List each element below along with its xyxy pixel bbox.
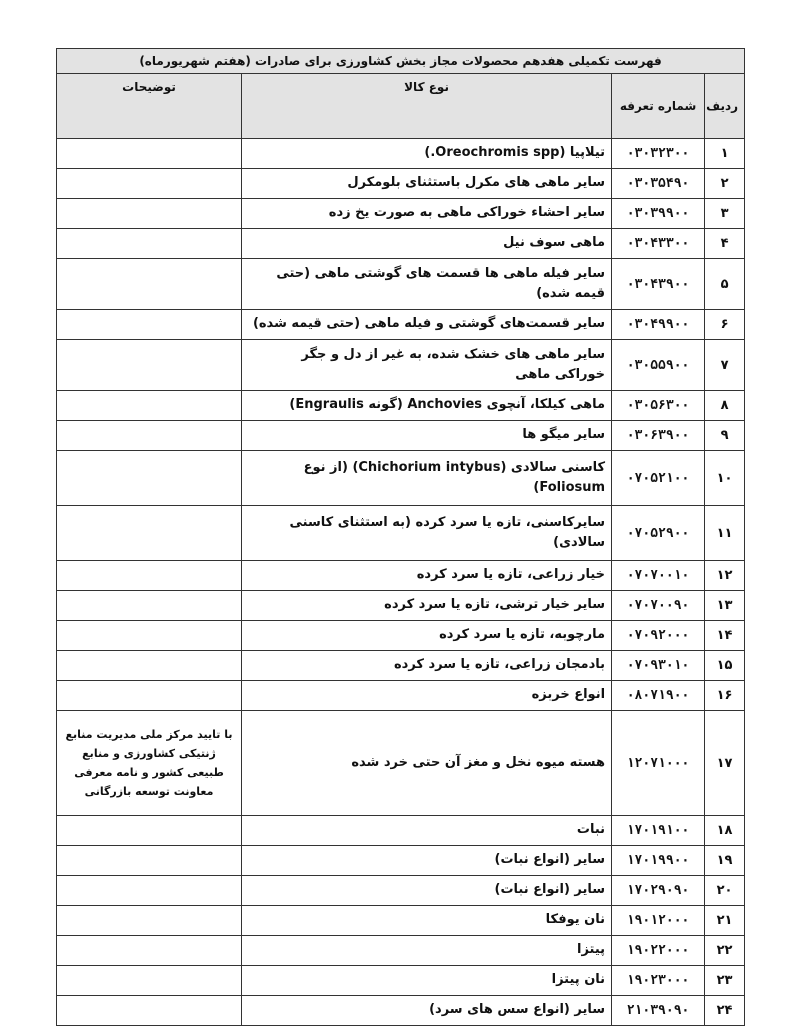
notes-cell: با تایید مرکز ملی مدیریت منابع ژنتیکی کشاورزی و منابع طبیعی کشور و نامه معرفی معاونت توسعه بازرگانی [57, 711, 242, 816]
table-row [57, 139, 745, 169]
row-number-cell: ۲۰ [705, 876, 745, 906]
goods-type-cell: کاسنی سالادی (Chichorium intybus) (از نوع Foliosum) [242, 451, 612, 506]
table-header-row [57, 74, 745, 139]
goods-type-cell: سایر (انواع سس های سرد) [242, 996, 612, 1026]
tariff-code-cell: ۱۷۰۲۹۰۹۰ [612, 876, 705, 906]
goods-type-cell: سایر ماهی های مکرل باستثنای بلومکرل [242, 169, 612, 199]
tariff-code-cell: ۰۳۰۴۳۳۰۰ [612, 229, 705, 259]
table-title: فهرست تکمیلی هفدهم محصولات مجاز بخش کشاورزی برای صادرات (هفتم شهریورماه) [57, 49, 745, 74]
notes-cell [57, 966, 242, 996]
row-number-cell: ۸ [705, 391, 745, 421]
header-tariff-code: شماره تعرفه [612, 74, 705, 139]
table-row [57, 621, 745, 651]
table-row [57, 310, 745, 340]
table-row [57, 966, 745, 996]
row-number-cell: ۱۹ [705, 846, 745, 876]
tariff-code-cell: ۱۹۰۲۲۰۰۰ [612, 936, 705, 966]
notes-cell [57, 199, 242, 229]
goods-type-cell: پیتزا [242, 936, 612, 966]
notes-cell [57, 591, 242, 621]
notes-cell [57, 936, 242, 966]
notes-cell [57, 506, 242, 561]
row-number-cell: ۱۳ [705, 591, 745, 621]
goods-type-cell: سایر فیله ماهی ها قسمت های گوشتی ماهی (حتی قیمه شده) [242, 259, 612, 310]
notes-cell [57, 229, 242, 259]
row-number-cell: ۱۷ [705, 711, 745, 816]
tariff-code-cell: ۰۷۰۹۲۰۰۰ [612, 621, 705, 651]
tariff-code-cell: ۰۸۰۷۱۹۰۰ [612, 681, 705, 711]
row-number-cell: ۱۲ [705, 561, 745, 591]
goods-type-cell: انواع خربزه [242, 681, 612, 711]
tariff-code-cell: ۰۷۰۷۰۰۹۰ [612, 591, 705, 621]
row-number-cell: ۲۲ [705, 936, 745, 966]
tariff-code-cell: ۰۷۰۵۲۹۰۰ [612, 506, 705, 561]
table-row [57, 906, 745, 936]
row-number-cell: ۶ [705, 310, 745, 340]
table-row [57, 340, 745, 391]
notes-cell [57, 621, 242, 651]
goods-type-cell: مارچوبه، تازه یا سرد کرده [242, 621, 612, 651]
notes-cell [57, 816, 242, 846]
header-notes: توضیحات [57, 74, 242, 139]
tariff-code-cell: ۰۷۰۹۳۰۱۰ [612, 651, 705, 681]
goods-type-cell: نان یوفکا [242, 906, 612, 936]
row-number-cell: ۴ [705, 229, 745, 259]
table-row [57, 561, 745, 591]
tariff-code-cell: ۰۳۰۳۹۹۰۰ [612, 199, 705, 229]
row-number-cell: ۱۴ [705, 621, 745, 651]
notes-cell [57, 651, 242, 681]
row-number-cell: ۲۳ [705, 966, 745, 996]
goods-type-cell: تیلاپیا (Oreochromis spp.) [242, 139, 612, 169]
goods-type-cell: بادمجان زراعی، تازه یا سرد کرده [242, 651, 612, 681]
goods-type-cell: سایر خیار ترشی، تازه یا سرد کرده [242, 591, 612, 621]
tariff-code-cell: ۰۳۰۶۳۹۰۰ [612, 421, 705, 451]
goods-type-cell: خیار زراعی، تازه یا سرد کرده [242, 561, 612, 591]
tariff-code-cell: ۰۷۰۵۲۱۰۰ [612, 451, 705, 506]
header-row-number: ردیف [705, 74, 745, 139]
tariff-code-cell: ۱۷۰۱۹۹۰۰ [612, 846, 705, 876]
table-row [57, 169, 745, 199]
tariff-code-cell: ۰۳۰۳۲۳۰۰ [612, 139, 705, 169]
table-row [57, 876, 745, 906]
export-goods-table [56, 48, 745, 1026]
row-number-cell: ۱۱ [705, 506, 745, 561]
table-row [57, 711, 745, 816]
row-number-cell: ۲۴ [705, 996, 745, 1026]
row-number-cell: ۲۱ [705, 906, 745, 936]
tariff-code-cell: ۰۳۰۴۹۹۰۰ [612, 310, 705, 340]
row-number-cell: ۱۵ [705, 651, 745, 681]
goods-type-cell: نان پیتزا [242, 966, 612, 996]
table-row [57, 816, 745, 846]
notes-cell [57, 846, 242, 876]
table-row [57, 591, 745, 621]
goods-type-cell: ماهی سوف نیل [242, 229, 612, 259]
goods-type-cell: سایر (انواع نبات) [242, 846, 612, 876]
tariff-code-cell: ۲۱۰۳۹۰۹۰ [612, 996, 705, 1026]
table-row [57, 996, 745, 1026]
row-number-cell: ۱۶ [705, 681, 745, 711]
goods-type-cell: سایرکاسنی، تازه یا سرد کرده (به استثنای کاسنی سالادی) [242, 506, 612, 561]
table-title-row [57, 49, 745, 74]
tariff-code-cell: ۰۳۰۴۳۹۰۰ [612, 259, 705, 310]
header-goods-type: نوع کالا [242, 74, 612, 139]
table-row [57, 199, 745, 229]
notes-cell [57, 169, 242, 199]
goods-type-cell: هسته میوه نخل و مغز آن حتی خرد شده [242, 711, 612, 816]
notes-cell [57, 876, 242, 906]
table-row [57, 846, 745, 876]
notes-cell [57, 310, 242, 340]
notes-cell [57, 561, 242, 591]
goods-type-cell: نبات [242, 816, 612, 846]
tariff-code-cell: ۱۹۰۱۲۰۰۰ [612, 906, 705, 936]
notes-cell [57, 451, 242, 506]
goods-type-cell: سایر (انواع نبات) [242, 876, 612, 906]
document-sheet [56, 48, 744, 1026]
table-row [57, 421, 745, 451]
tariff-code-cell: ۰۳۰۳۵۴۹۰ [612, 169, 705, 199]
notes-cell [57, 139, 242, 169]
row-number-cell: ۱ [705, 139, 745, 169]
table-row [57, 936, 745, 966]
table-row [57, 391, 745, 421]
notes-cell [57, 681, 242, 711]
tariff-code-cell: ۰۷۰۷۰۰۱۰ [612, 561, 705, 591]
notes-cell [57, 340, 242, 391]
row-number-cell: ۲ [705, 169, 745, 199]
goods-type-cell: سایر میگو ها [242, 421, 612, 451]
goods-type-cell: سایر قسمت‌های گوشتی و فیله ماهی (حتی قیمه شده) [242, 310, 612, 340]
goods-type-cell: ماهی کیلکا، آنچوی Anchovies (گونه Engraulis) [242, 391, 612, 421]
notes-cell [57, 421, 242, 451]
row-number-cell: ۵ [705, 259, 745, 310]
table-row [57, 451, 745, 506]
tariff-code-cell: ۱۲۰۷۱۰۰۰ [612, 711, 705, 816]
table-row [57, 229, 745, 259]
row-number-cell: ۹ [705, 421, 745, 451]
table-row [57, 651, 745, 681]
row-number-cell: ۱۸ [705, 816, 745, 846]
table-row [57, 681, 745, 711]
tariff-code-cell: ۰۳۰۵۵۹۰۰ [612, 340, 705, 391]
notes-cell [57, 906, 242, 936]
goods-type-cell: سایر احشاء خوراکی ماهی به صورت یخ زده [242, 199, 612, 229]
tariff-code-cell: ۱۹۰۲۳۰۰۰ [612, 966, 705, 996]
notes-cell [57, 996, 242, 1026]
table-row [57, 259, 745, 310]
row-number-cell: ۱۰ [705, 451, 745, 506]
tariff-code-cell: ۰۳۰۵۶۳۰۰ [612, 391, 705, 421]
notes-cell [57, 259, 242, 310]
table-row [57, 506, 745, 561]
row-number-cell: ۳ [705, 199, 745, 229]
notes-cell [57, 391, 242, 421]
tariff-code-cell: ۱۷۰۱۹۱۰۰ [612, 816, 705, 846]
goods-type-cell: سایر ماهی های خشک شده، به غیر از دل و جگر خوراکی ماهی [242, 340, 612, 391]
row-number-cell: ۷ [705, 340, 745, 391]
